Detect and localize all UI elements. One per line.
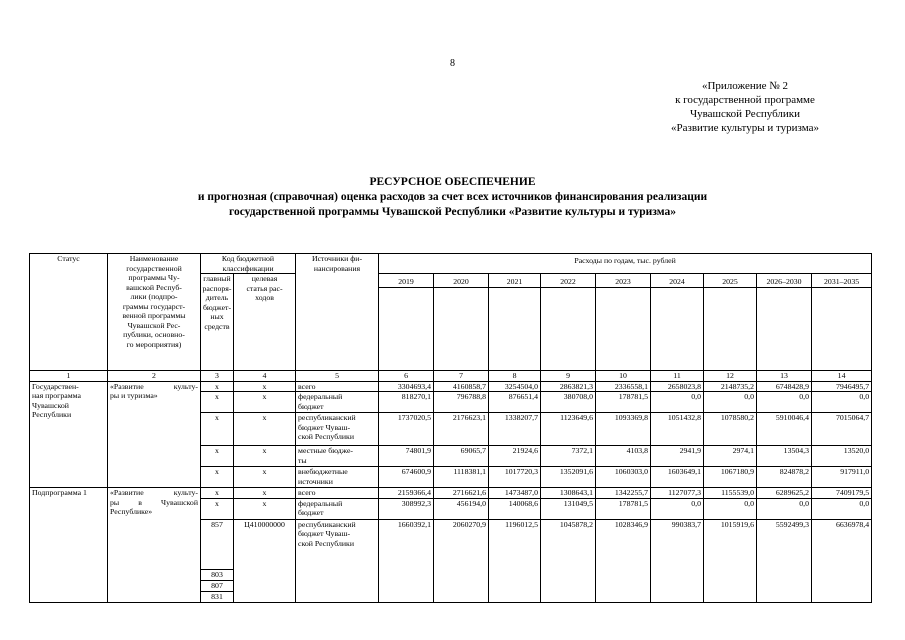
cell-expense-value: 7372,1 <box>541 446 596 467</box>
cell-funding-source-line: всего <box>298 488 316 497</box>
cell-funding-source-line: ской Республики <box>298 538 355 548</box>
column-number: 13 <box>757 371 812 382</box>
cell-expense-value: 1118381,1 <box>434 467 489 488</box>
cell-expense-value: 2716621,6 <box>434 488 489 499</box>
cell-expense-value: 2336558,1 <box>596 381 651 392</box>
header-target-line: ходов <box>255 293 274 302</box>
cell-expense-value: 13504,3 <box>757 446 812 467</box>
cell-chief-manager: 803 <box>201 569 234 580</box>
header-year: 2020 <box>434 274 489 288</box>
document-title <box>0 175 905 220</box>
cell-chief-manager: x <box>201 392 234 413</box>
cell-chief-manager: x <box>201 413 234 446</box>
cell-expense-value: 7409179,5 <box>812 488 872 499</box>
column-number: 5 <box>296 371 379 382</box>
title-line-1: РЕСУРСНОЕ ОБЕСПЕЧЕНИЕ <box>369 176 536 188</box>
cell-chief-manager: 807 <box>201 580 234 591</box>
column-number: 7 <box>434 371 489 382</box>
cell-chief-manager: x <box>201 446 234 467</box>
cell-chief-manager: x <box>201 488 234 499</box>
cell-target-article: x <box>234 446 296 467</box>
cell-expense-value: 1196012,5 <box>489 519 541 602</box>
cell-expense-value: 6636978,4 <box>812 519 872 602</box>
cell-expense-value: 674600,9 <box>379 467 434 488</box>
cell-expense-value: 2148735,2 <box>704 381 757 392</box>
cell-funding-source-line: федеральный <box>298 498 343 508</box>
header-target-article <box>234 274 296 371</box>
column-number: 12 <box>704 371 757 382</box>
cell-expense-value: 1015919,6 <box>704 519 757 602</box>
cell-expense-value: 796788,8 <box>434 392 489 413</box>
cell-expense-value: 2159366,4 <box>379 488 434 499</box>
cell-expense-value: 456194,0 <box>434 498 489 519</box>
header-name-line: государственной <box>126 263 182 273</box>
row-program-name-line: ры в Чувашской <box>110 497 198 507</box>
cell-expense-value: 6748428,9 <box>757 381 812 392</box>
cell-chief-manager: 857 <box>201 519 234 569</box>
header-year: 2023 <box>596 274 651 288</box>
cell-expense-value: 1078580,2 <box>704 413 757 446</box>
column-number: 10 <box>596 371 651 382</box>
cell-funding-source-line: бюджет Чуваш- <box>298 422 351 432</box>
resource-table <box>29 253 872 603</box>
cell-expense-value: 0,0 <box>704 392 757 413</box>
cell-expense-value: 1093369,8 <box>596 413 651 446</box>
cell-expense-value: 1660392,1 <box>379 519 434 602</box>
cell-expense-value: 308992,3 <box>379 498 434 519</box>
cell-funding-source-line: бюджет <box>298 401 324 411</box>
cell-expense-value: 818270,1 <box>379 392 434 413</box>
cell-expense-value: 7946495,7 <box>812 381 872 392</box>
cell-expense-value: 13520,0 <box>812 446 872 467</box>
cell-expense-value: 1308643,1 <box>541 488 596 499</box>
column-number: 14 <box>812 371 872 382</box>
cell-expense-value: 5592499,3 <box>757 519 812 602</box>
cell-expense-value: 0,0 <box>651 392 704 413</box>
cell-expense-value: 21924,6 <box>489 446 541 467</box>
cell-funding-source <box>296 381 379 392</box>
header-chief-line: распоря- <box>202 283 232 293</box>
cell-expense-value: 4160858,7 <box>434 381 489 392</box>
header-target-line: целевая <box>251 274 278 283</box>
cell-funding-source <box>296 446 379 467</box>
cell-expense-value: 0,0 <box>757 498 812 519</box>
cell-funding-source-line: внебюджетные <box>298 467 348 476</box>
column-number: 1 <box>30 371 108 382</box>
cell-expense-value: 0,0 <box>704 498 757 519</box>
cell-expense-value: 990383,7 <box>651 519 704 602</box>
cell-funding-source-line: бюджет Чуваш- <box>298 529 351 538</box>
row-status-line: Чувашской <box>32 400 69 410</box>
cell-expense-value: 876651,4 <box>489 392 541 413</box>
appendix-line: «Развитие культуры и туризма» <box>671 122 819 134</box>
row-status-line: Подпрограмма 1 <box>32 488 87 497</box>
table-row <box>30 381 872 392</box>
row-status-line: Республики <box>32 410 72 419</box>
appendix-line: Чувашской Республики <box>689 108 801 120</box>
cell-expense-value: 1123649,6 <box>541 413 596 446</box>
cell-expense-value: 6289625,2 <box>757 488 812 499</box>
header-name-line: го мероприятия) <box>126 339 182 349</box>
header-code-line: классификации <box>222 263 274 273</box>
cell-target-article: x <box>234 498 296 519</box>
header-name-line: вашской Респуб- <box>126 282 182 292</box>
header-year: 2025 <box>704 274 757 288</box>
header-chief-line: дитель <box>205 293 229 302</box>
header-year: 2019 <box>379 274 434 288</box>
header-chief-line: бюджет- <box>202 302 232 312</box>
header-name-line: Чувашской Рес- <box>127 320 181 330</box>
header-code <box>201 254 296 274</box>
header-name-line: Наименование <box>129 254 179 263</box>
cell-expense-value: 1352091,6 <box>541 467 596 488</box>
cell-chief-manager: x <box>201 498 234 519</box>
cell-expense-value: 1051432,8 <box>651 413 704 446</box>
cell-expense-value: 178781,5 <box>596 498 651 519</box>
header-name-line: публики, основно- <box>123 330 185 339</box>
cell-funding-source-line: ской Республики <box>298 432 355 441</box>
cell-funding-source <box>296 498 379 519</box>
cell-target-article: x <box>234 381 296 392</box>
cell-expense-value: 1338207,7 <box>489 413 541 446</box>
page-number: 8 <box>450 58 455 69</box>
cell-chief-manager: 831 <box>201 591 234 602</box>
title-line-3: государственной программы Чувашской Республики «Развитие культуры и туризма» <box>229 206 676 218</box>
header-name-line: лики (подпро- <box>130 292 178 301</box>
cell-expense-value: 824878,2 <box>757 467 812 488</box>
row-program-name-line: «Развитие культу- <box>110 488 198 497</box>
cell-funding-source-line: федеральный <box>298 392 343 401</box>
row-program-name-line: «Развитие культу- <box>110 381 198 391</box>
header-status: Статус <box>30 254 108 371</box>
cell-expense-value: 5910046,4 <box>757 413 812 446</box>
header-name-line: граммы государст- <box>122 301 186 311</box>
cell-funding-source-line: республиканский <box>298 413 356 422</box>
header-name-line: программы Чу- <box>128 273 180 282</box>
cell-expense-value: 1473487,0 <box>489 488 541 499</box>
cell-expense-value: 178781,5 <box>596 392 651 413</box>
cell-funding-source-line: местные бюдже- <box>298 446 353 455</box>
cell-funding-source-line: всего <box>298 381 316 391</box>
column-number: 9 <box>541 371 596 382</box>
cell-target-article: x <box>234 392 296 413</box>
cell-expense-value: 1737020,5 <box>379 413 434 446</box>
cell-expense-value: 380708,0 <box>541 392 596 413</box>
row-status-line: Государствен- <box>32 381 79 391</box>
column-number: 2 <box>108 371 201 382</box>
cell-expense-value: 2941,9 <box>651 446 704 467</box>
header-chief-manager <box>201 274 234 371</box>
appendix-line: к государственной программе <box>675 94 815 106</box>
cell-expense-value: 140068,6 <box>489 498 541 519</box>
header-chief-line: средств <box>204 321 230 331</box>
cell-expense-value: 3254504,0 <box>489 381 541 392</box>
cell-expense-value: 1067180,9 <box>704 467 757 488</box>
cell-expense-value: 1017720,3 <box>489 467 541 488</box>
table-row <box>30 488 872 499</box>
cell-expense-value: 1060303,0 <box>596 467 651 488</box>
cell-funding-source <box>296 392 379 413</box>
cell-funding-source <box>296 467 379 488</box>
cell-target-article: x <box>234 413 296 446</box>
cell-expense-value: 0,0 <box>757 392 812 413</box>
column-number: 4 <box>234 371 296 382</box>
row-status <box>30 381 108 488</box>
cell-expense-value: 3304693,4 <box>379 381 434 392</box>
title-line-2: и прогнозная (справочная) оценка расходов за счет всех источников финансирования реализации <box>197 191 708 203</box>
cell-expense-value: 2176623,1 <box>434 413 489 446</box>
header-year: 2024 <box>651 274 704 288</box>
cell-expense-value: 0,0 <box>812 392 872 413</box>
cell-expense-value: 1603649,1 <box>651 467 704 488</box>
cell-expense-value: 2658023,8 <box>651 381 704 392</box>
row-program-name <box>108 381 201 488</box>
cell-expense-value: 0,0 <box>812 498 872 519</box>
header-chief-line: главный <box>203 274 231 283</box>
cell-funding-source-line: бюджет <box>298 508 324 517</box>
cell-expense-value: 2974,1 <box>704 446 757 467</box>
cell-funding-source-line: республиканский <box>298 519 356 529</box>
header-year: 2031–2035 <box>812 274 872 288</box>
column-number: 3 <box>201 371 234 382</box>
cell-expense-value: 1028346,9 <box>596 519 651 602</box>
row-program-name <box>108 488 201 603</box>
row-status <box>30 488 108 603</box>
header-sources-line: нансирования <box>313 263 361 273</box>
header-expenses: Расходы по годам, тыс. рублей <box>379 254 872 274</box>
appendix-note <box>600 79 890 135</box>
cell-funding-source <box>296 519 379 602</box>
row-status-line: ная программа <box>32 391 81 400</box>
header-target-line: статья рас- <box>246 283 283 293</box>
cell-expense-value: 0,0 <box>651 498 704 519</box>
header-name-line: венной программы <box>122 311 186 320</box>
cell-expense-value: 1045878,2 <box>541 519 596 602</box>
cell-expense-value: 131049,5 <box>541 498 596 519</box>
row-program-name-line: ры и туризма» <box>110 391 158 400</box>
column-number: 8 <box>489 371 541 382</box>
header-year: 2026–2030 <box>757 274 812 288</box>
cell-expense-value: 1127077,3 <box>651 488 704 499</box>
cell-expense-value: 1342255,7 <box>596 488 651 499</box>
header-year: 2022 <box>541 274 596 288</box>
column-number: 11 <box>651 371 704 382</box>
header-sources-line: Источники фи- <box>311 254 363 263</box>
cell-funding-source <box>296 413 379 446</box>
cell-funding-source-line: источники <box>298 476 333 486</box>
column-number: 6 <box>379 371 434 382</box>
cell-expense-value: 69065,7 <box>434 446 489 467</box>
cell-expense-value: 1155539,0 <box>704 488 757 499</box>
cell-target-article: x <box>234 467 296 488</box>
header-name <box>108 254 201 371</box>
cell-chief-manager: x <box>201 381 234 392</box>
row-program-name-line: Республике» <box>110 507 153 516</box>
header-sources <box>296 254 379 371</box>
cell-target-article: x <box>234 488 296 499</box>
cell-chief-manager: x <box>201 467 234 488</box>
cell-expense-value: 2060270,9 <box>434 519 489 602</box>
cell-expense-value: 74801,9 <box>379 446 434 467</box>
cell-expense-value: 917911,0 <box>812 467 872 488</box>
header-code-line: Код бюджетной <box>221 254 275 263</box>
column-number-row <box>30 371 872 382</box>
appendix-line: «Приложение № 2 <box>701 80 789 92</box>
cell-expense-value: 2863821,3 <box>541 381 596 392</box>
header-year: 2021 <box>489 274 541 288</box>
cell-target-article: Ц410000000 <box>234 519 296 602</box>
cell-funding-source-line: ты <box>298 455 307 465</box>
header-chief-line: ных <box>210 312 224 321</box>
cell-expense-value: 4103,8 <box>596 446 651 467</box>
cell-funding-source <box>296 488 379 499</box>
cell-expense-value: 7015064,7 <box>812 413 872 446</box>
